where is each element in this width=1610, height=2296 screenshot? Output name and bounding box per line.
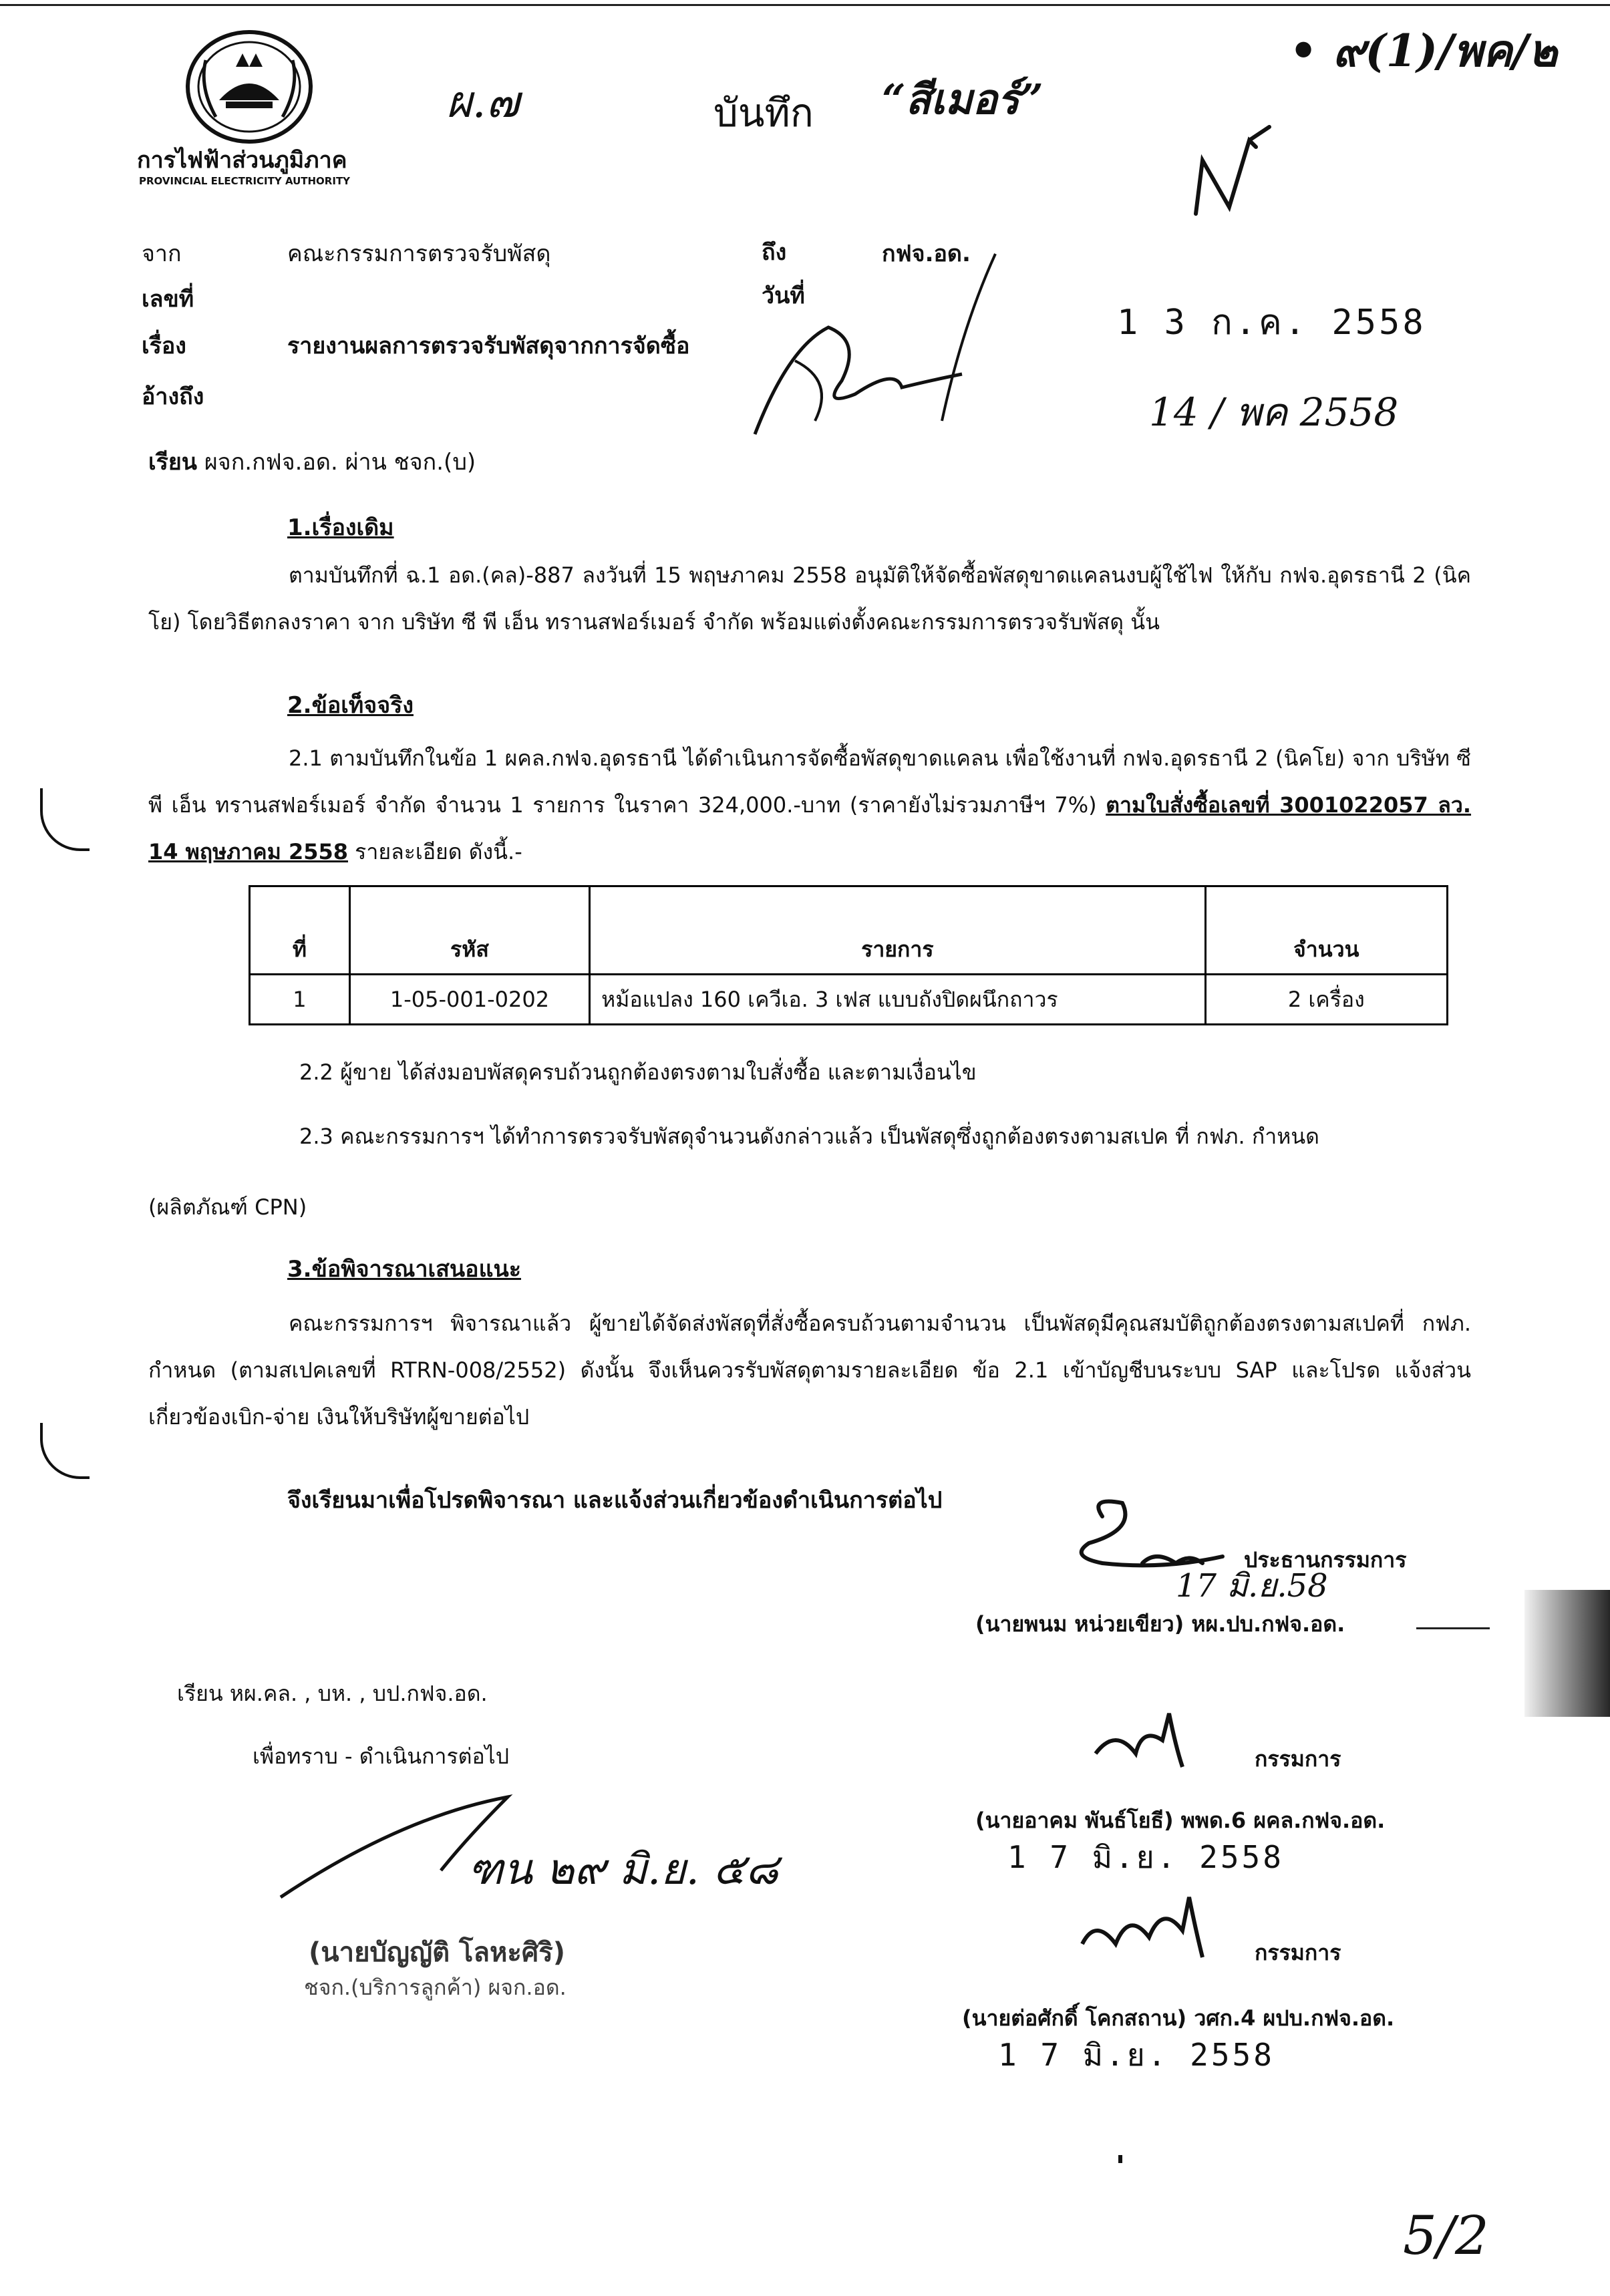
endorsement-line-2: เพื่อทราบ - ดำเนินการต่อไป [253,1744,510,1769]
memo-title: บันทึก [713,90,814,136]
cell-no: 1 [250,975,350,1025]
hole-punch-mark-1 [40,788,90,851]
col-header-qty: จำนวน [1205,886,1447,975]
section-1-title: 1.เรื่องเดิม [287,514,394,541]
closing-line: จึงเรียนมาเพื่อโปรดพิจารณา และแจ้งส่วนเกี่ยวข้องดำเนินการต่อไป [287,1487,943,1514]
member-1-role: กรรมการ [1255,1746,1341,1772]
section-2-2-text: 2.2 ผู้ขาย ได้ส่งมอบพัสดุครบถ้วนถูกต้องตรงตามใบสั่งซื้อ และตามเงื่อนไข [299,1059,977,1085]
cell-code: 1-05-001-0202 [349,975,589,1025]
from-value: คณะกรรมการตรวจรับพัสดุ [287,240,551,267]
section-3-title: 3.ข้อพิจารณาเสนอแนะ [287,1256,522,1283]
chair-name-underline [1416,1627,1490,1629]
col-header-no: ที่ [250,886,350,975]
section-1-body [148,552,1471,645]
member-1-name: (นายอาคม พันธ์โยธี) พพด.6 ผคล.กฟจ.อด. [975,1808,1386,1833]
top-rule [0,4,1610,6]
purchase-order-ref: ตามใบสั่งซื้อเลขที่ 3001022057 ลว. 14 พฤษภาคม 2558 [148,792,1472,864]
date-label: วันที่ [762,283,805,309]
section-2-title: 2.ข้อเท็จจริง [287,692,414,719]
section-2-1-body [148,735,1471,875]
col-header-code: รหัส [349,886,589,975]
handwritten-ref-mark: ผ.๗ [446,76,520,128]
handwritten-initial [1182,120,1283,227]
receipt-signature [742,247,1009,448]
section-1-text: ตามบันทึกที่ ฉ.1 อด.(คล)-887 ลงวันที่ 15 พฤษภาคม 2558 อนุมัติให้จัดซื้อพัสดุขาดแคลนงบผู้ใช้ไฟ ให้กับ กฟจ.อุดรธานี 2 (นิคโย) โดยวิธีตกลงราคา จาก บริษัท ซี พี เอ็น ทรานสฟอร์เมอร์ จำกัด พร้อมแต่งตั้งคณะกรรมการตรวจรับพัสดุ นั้น [148,562,1471,635]
chair-role: ประธานกรรมการ [1244,1547,1407,1573]
table-header-row [250,886,1448,975]
section-3-text: คณะกรรมการฯ พิจารณาแล้ว ผู้ขายได้จัดส่งพัสดุที่สั่งซื้อครบถ้วนตามจำนวน เป็นพัสดุมีคุณสมบัติถูกต้องตรงตามสเปคที่ กฟภ. กำหนด (ตามสเปคเลขที่ RTRN-008/2552) ดังนั้น จึงเห็นควรรับพัสดุตามรายละเอียด ข้อ 2.1 เข้าบัญชีบนระบบ SAP และโปรด แจ้งส่วนเกี่ยวข้องเบิก-จ่าย เงินให้บริษัทผู้ขายต่อไป [148,1311,1472,1430]
handwritten-filing-code: • ๙(1)/พค/๒ [1289,25,1558,77]
endorsement-signature [267,1790,779,1911]
org-name-en: PROVINCIAL ELECTRICITY AUTHORITY [139,175,351,187]
pea-logo [179,27,319,147]
registration-stamp: 14 / พค 2558 [1149,389,1399,435]
subject-label: เรื่อง [142,333,186,359]
member-2-role: กรรมการ [1255,1940,1341,1965]
col-header-item: รายการ [590,886,1205,975]
hole-punch-mark-2 [40,1423,90,1479]
endorsement-line-1: เรียน หผ.คล. , บห. , บป.กฟจ.อด. [177,1681,488,1706]
handwritten-stamp: “สีเมอร์” [882,75,1043,124]
member-1-date-stamp: 1 7 มิ.ย. 2558 [1007,1839,1284,1875]
endorser-stamp-name: (นายบัญญัติ โลหะศิริ) [309,1937,565,1968]
section-2-1-tail: รายละเอียด ดังนี้.- [355,839,522,864]
endorser-stamp-position: ชจก.(บริการลูกค้า) ผจก.อด. [304,1975,567,2000]
scan-edge-shadow [1524,1590,1610,1717]
dear-value: ผจก.กฟจ.อด. ผ่าน ชจก.(บ) [204,449,476,476]
page-mark: 5/2 [1403,2204,1489,2267]
cell-item: หม้อแปลง 160 เควีเอ. 3 เฟส แบบถังปิดผนึกถาวร [590,975,1205,1025]
member-1-signature [1082,1707,1202,1780]
chair-name: (นายพนม หน่วยเขียว) หผ.ปบ.กฟจ.อด. [975,1611,1345,1637]
from-label: จาก [142,240,182,267]
items-table [249,885,1448,1025]
table-row [250,975,1448,1025]
number-label: เลขที่ [142,286,194,313]
member-2-name: (นายต่อศักดิ์ โคกสถาน) วศก.4 ผปบ.กฟจ.อด. [962,2005,1395,2031]
cell-qty: 2 เครื่อง [1205,975,1447,1025]
section-2-3-brand: (ผลิตภัณฑ์ CPN) [148,1194,307,1220]
scan-dot [1118,2155,1122,2163]
member-2-date-stamp: 1 7 มิ.ย. 2558 [998,2037,1275,2073]
section-2-1-text: 2.1 ตามบันทึกในข้อ 1 ผคล.กฟจ.อุดรธานี ได้ดำเนินการจัดซื้อพัสดุขาดแคลน เพื่อใช้งานที่ กฟจ.อุดรธานี 2 (นิคโย) จาก บริษัท ซี พี เอ็น ทรานสฟอร์เมอร์ จำกัด จำนวน 1 รายการ ในราคา 324,000.-บาท (ราคายังไม่รวมภาษีฯ 7%) [148,746,1471,818]
chair-sign-date: 17 มิ.ย.58 [1176,1567,1328,1605]
to-value: กฟจ.อด. [882,240,971,267]
svg-text:ฑน ๒๙ มิ.ย. ๕๘: ฑน ๒๙ มิ.ย. ๕๘ [468,1845,779,1895]
date-stamp: 1 3 ก.ค. 2558 [1117,303,1426,343]
section-2-3-text: 2.3 คณะกรรมการฯ ได้ทำการตรวจรับพัสดุจำนวนดังกล่าวแล้ว เป็นพัสดุซึ่งถูกต้องตรงตามสเปค ที่ กฟภ. กำหนด [299,1124,1319,1149]
org-name-th: การไฟฟ้าส่วนภูมิภาค [137,147,347,174]
subject-value: รายงานผลการตรวจรับพัสดุจากการจัดซื้อ [287,333,690,359]
to-label: ถึง [762,239,787,266]
member-2-signature [1069,1891,1223,1971]
dear-label: เรียน [148,449,198,476]
dear-line [148,444,476,480]
ref-label: อ้างถึง [142,383,204,410]
section-3-body [148,1300,1471,1440]
